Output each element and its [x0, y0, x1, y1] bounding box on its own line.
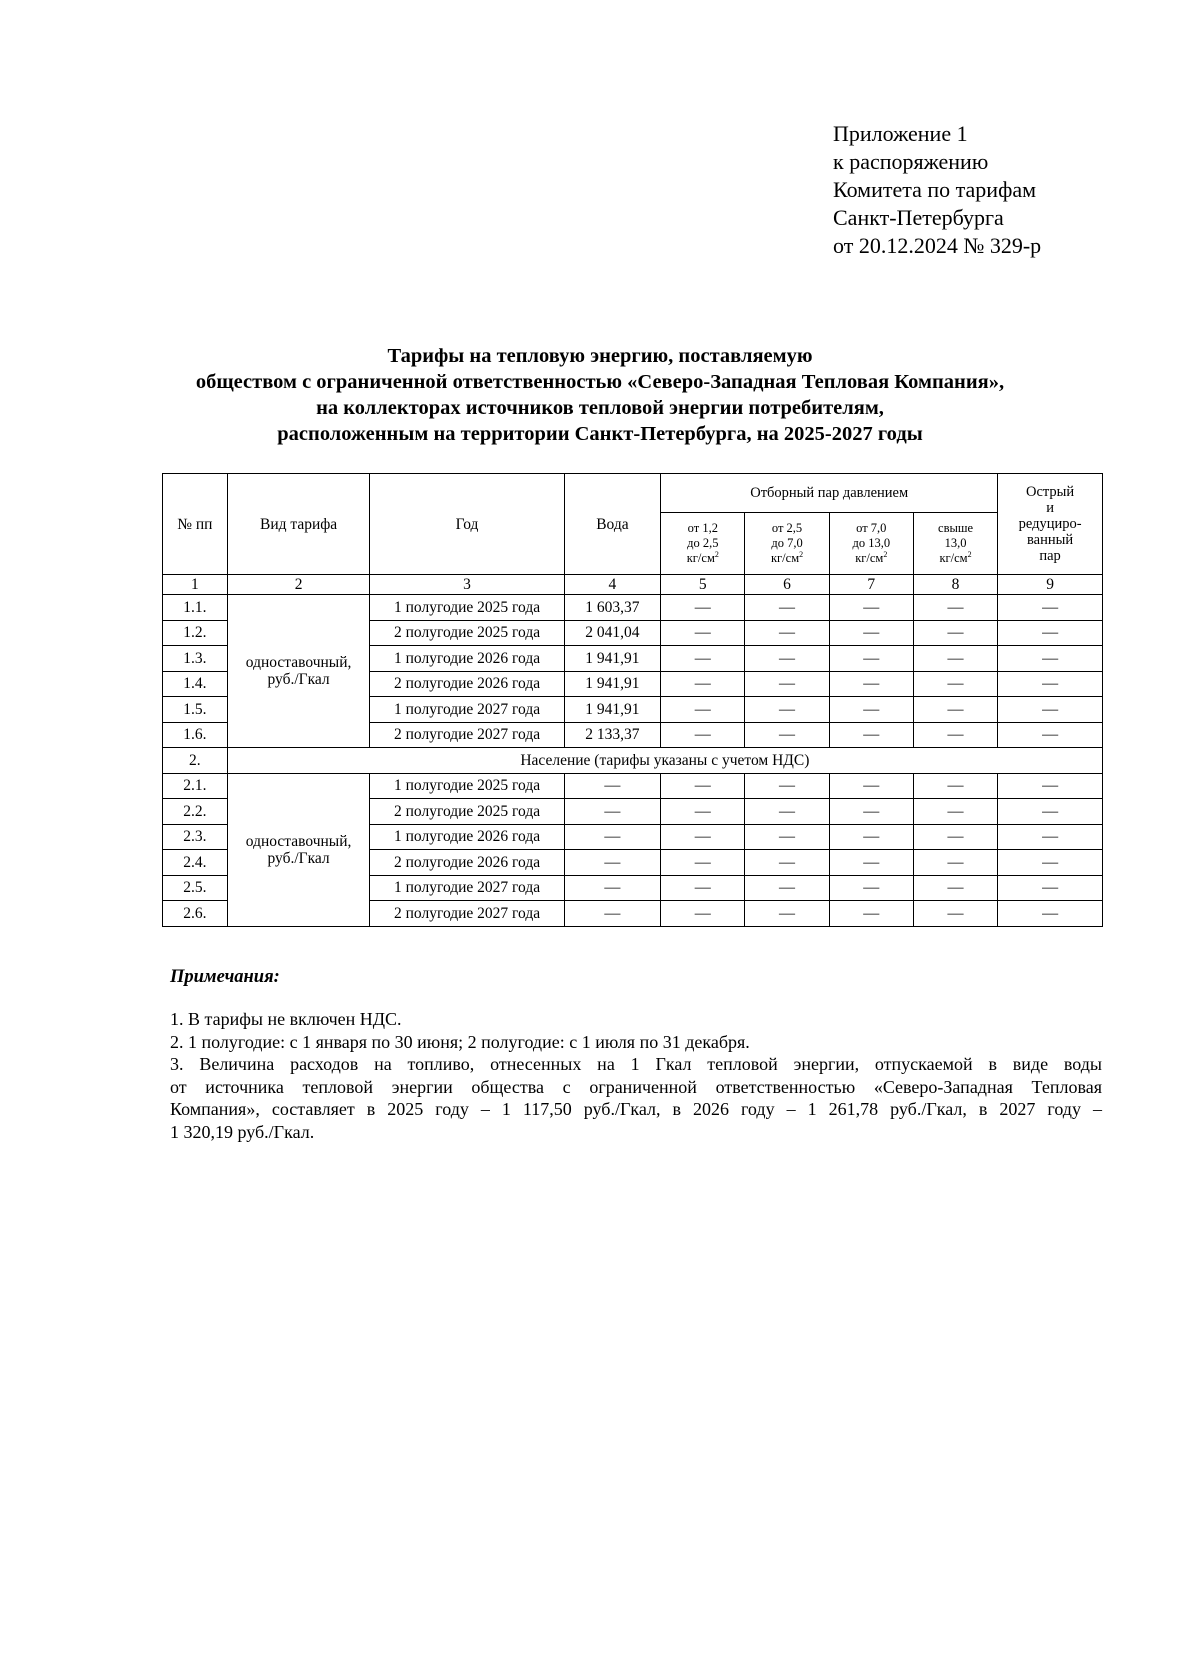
column-number: 9 — [998, 575, 1103, 595]
dash-cell: — — [913, 773, 997, 799]
column-number: 8 — [913, 575, 997, 595]
header-year: Год — [370, 474, 564, 575]
header-tariff-type: Вид тарифа — [227, 474, 370, 575]
row-num: 1.1. — [163, 595, 228, 621]
dash-cell: — — [998, 824, 1103, 850]
dash-cell: — — [913, 722, 997, 748]
dash-cell: — — [564, 799, 661, 825]
row-year: 1 полугодие 2027 года — [370, 697, 564, 723]
column-number: 3 — [370, 575, 564, 595]
dash-cell: — — [745, 620, 829, 646]
row-num: 2.2. — [163, 799, 228, 825]
dash-cell: — — [913, 671, 997, 697]
dash-cell: — — [913, 697, 997, 723]
dash-cell: — — [829, 773, 913, 799]
document-title — [100, 343, 1100, 447]
title-line: расположенным на территории Санкт-Петербурга, на 2025-2027 годы — [277, 423, 923, 445]
dash-cell: — — [829, 901, 913, 927]
dash-cell: — — [998, 671, 1103, 697]
row-num: 2.5. — [163, 875, 228, 901]
column-number: 7 — [829, 575, 913, 595]
dash-cell: — — [661, 799, 745, 825]
tariff-table — [162, 473, 1103, 927]
dash-cell: — — [661, 722, 745, 748]
dash-cell: — — [829, 850, 913, 876]
dash-cell: — — [913, 646, 997, 672]
dash-cell: — — [661, 646, 745, 672]
row-num: 2.4. — [163, 850, 228, 876]
dash-cell: — — [661, 824, 745, 850]
dash-cell: — — [913, 901, 997, 927]
table-row — [163, 595, 1103, 621]
dash-cell: — — [745, 773, 829, 799]
dash-cell: — — [998, 850, 1103, 876]
dash-cell: — — [661, 875, 745, 901]
row-year: 2 полугодие 2026 года — [370, 850, 564, 876]
appendix-line: Приложение 1 — [833, 121, 968, 146]
dash-cell: — — [998, 773, 1103, 799]
section-num: 2. — [163, 748, 228, 774]
header-steam-4: свыше 13,0 $кг/см^2$ — [913, 513, 997, 575]
dash-cell: — — [745, 646, 829, 672]
row-num: 2.3. — [163, 824, 228, 850]
dash-cell: — — [661, 901, 745, 927]
row-water: 2 133,37 — [564, 722, 661, 748]
dash-cell: — — [745, 875, 829, 901]
column-number: 4 — [564, 575, 661, 595]
dash-cell: — — [661, 850, 745, 876]
note-line: 2. 1 полугодие: с 1 января по 30 июня; 2 полугодие: с 1 июля по 31 декабря. — [170, 1031, 750, 1052]
dash-cell: — — [564, 850, 661, 876]
row-water: 1 941,91 — [564, 646, 661, 672]
column-number: 6 — [745, 575, 829, 595]
dash-cell: — — [829, 824, 913, 850]
dash-cell: — — [661, 671, 745, 697]
dash-cell: — — [998, 697, 1103, 723]
column-number-row — [163, 575, 1103, 595]
appendix-line: Комитета по тарифам — [833, 177, 1037, 202]
dash-cell: — — [913, 850, 997, 876]
header-water: Вода — [564, 474, 661, 575]
dash-cell: — — [829, 595, 913, 621]
dash-cell: — — [745, 901, 829, 927]
dash-cell: — — [564, 824, 661, 850]
tariff-type-cell: одноставочный, руб./Гкал — [227, 773, 370, 926]
dash-cell: — — [661, 697, 745, 723]
notes-title: Примечания: — [170, 967, 280, 987]
header-steam-2: от 2,5 до 7,0 $кг/см^2$ — [745, 513, 829, 575]
dash-cell: — — [913, 799, 997, 825]
dash-cell: — — [913, 620, 997, 646]
dash-cell: — — [745, 799, 829, 825]
dash-cell: — — [913, 875, 997, 901]
row-water: 1 941,91 — [564, 671, 661, 697]
row-year: 1 полугодие 2026 года — [370, 646, 564, 672]
note-line: 1. В тарифы не включен НДС. — [170, 1009, 402, 1029]
row-num: 1.2. — [163, 620, 228, 646]
column-number: 1 — [163, 575, 228, 595]
dash-cell: — — [829, 671, 913, 697]
dash-cell: — — [829, 646, 913, 672]
dash-cell: — — [745, 824, 829, 850]
dash-cell: — — [829, 722, 913, 748]
dash-cell: — — [564, 901, 661, 927]
header-steam-3: от 7,0 до 13,0 $кг/см^2$ — [829, 513, 913, 575]
dash-cell: — — [998, 722, 1103, 748]
dash-cell: — — [564, 773, 661, 799]
dash-cell: — — [913, 595, 997, 621]
header-steam-1: от 1,2 до 2,5 $кг/см^2$ — [661, 513, 745, 575]
note-line: от источника тепловой энергии общества с ограниченной ответственностью «Северо-Западная Тепловая — [170, 1076, 1102, 1097]
row-num: 1.4. — [163, 671, 228, 697]
row-water: 1 941,91 — [564, 697, 661, 723]
section-label: Население (тарифы указаны с учетом НДС) — [227, 748, 1102, 774]
row-year: 2 полугодие 2025 года — [370, 620, 564, 646]
note-line: 3. Величина расходов на топливо, отнесенных на 1 Гкал тепловой энергии, отпускаемой в виде воды — [170, 1054, 1102, 1074]
row-num: 1.5. — [163, 697, 228, 723]
dash-cell: — — [661, 595, 745, 621]
dash-cell: — — [998, 901, 1103, 927]
row-num: 2.1. — [163, 773, 228, 799]
row-year: 1 полугодие 2027 года — [370, 875, 564, 901]
dash-cell: — — [829, 875, 913, 901]
dash-cell: — — [829, 620, 913, 646]
dash-cell: — — [829, 799, 913, 825]
row-water: 2 041,04 — [564, 620, 661, 646]
header-steam-group: Отборный пар давлением — [661, 474, 998, 513]
dash-cell: — — [998, 595, 1103, 621]
note-line: 1 320,19 руб./Гкал. — [170, 1121, 315, 1142]
row-year: 2 полугодие 2026 года — [370, 671, 564, 697]
dash-cell: — — [745, 697, 829, 723]
row-year: 2 полугодие 2027 года — [370, 901, 564, 927]
appendix-line: Санкт-Петербурга — [833, 205, 1004, 230]
column-number: 2 — [227, 575, 370, 595]
dash-cell: — — [745, 722, 829, 748]
dash-cell: — — [998, 646, 1103, 672]
dash-cell: — — [661, 773, 745, 799]
title-line: обществом с ограниченной ответственностью «Северо-Западная Тепловая Компания», — [195, 371, 1005, 393]
column-number: 5 — [661, 575, 745, 595]
row-year: 2 полугодие 2025 года — [370, 799, 564, 825]
appendix-line: от 20.12.2024 № 329-р — [833, 233, 1042, 258]
row-year: 1 полугодие 2026 года — [370, 824, 564, 850]
note-line: Компания», составляет в 2025 году – 1 117,50 руб./Гкал, в 2026 году – 1 261,78 руб./Гкал, в 2027 году – — [170, 1099, 1102, 1119]
row-water: 1 603,37 — [564, 595, 661, 621]
title-line: Тарифы на тепловую энергию, поставляемую — [387, 345, 813, 367]
row-year: 1 полугодие 2025 года — [370, 773, 564, 799]
dash-cell: — — [998, 799, 1103, 825]
section-row — [163, 748, 1103, 774]
header-sharp-steam: Острый и редуциро- ванный пар — [998, 474, 1103, 575]
notes — [170, 1008, 1102, 1143]
header-num: № пп — [163, 474, 228, 575]
appendix-header — [833, 120, 1041, 260]
dash-cell: — — [745, 595, 829, 621]
dash-cell: — — [661, 620, 745, 646]
dash-cell: — — [745, 671, 829, 697]
appendix-line: к распоряжению — [833, 149, 989, 174]
row-year: 1 полугодие 2025 года — [370, 595, 564, 621]
row-num: 2.6. — [163, 901, 228, 927]
tariff-type-cell: одноставочный, руб./Гкал — [227, 595, 370, 748]
dash-cell: — — [998, 620, 1103, 646]
row-num: 1.6. — [163, 722, 228, 748]
row-year: 2 полугодие 2027 года — [370, 722, 564, 748]
dash-cell: — — [829, 697, 913, 723]
table-row — [163, 773, 1103, 799]
dash-cell: — — [998, 875, 1103, 901]
dash-cell: — — [745, 850, 829, 876]
dash-cell: — — [913, 824, 997, 850]
title-line: на коллекторах источников тепловой энергии потребителям, — [316, 397, 884, 419]
row-num: 1.3. — [163, 646, 228, 672]
dash-cell: — — [564, 875, 661, 901]
